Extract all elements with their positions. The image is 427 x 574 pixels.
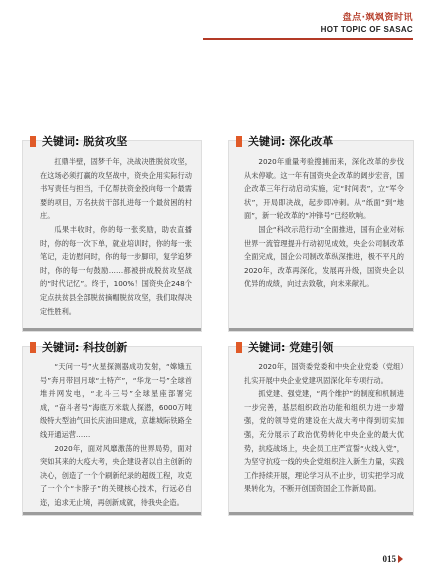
header-title-cn: 盘点·飒飒资时讯 (342, 13, 413, 23)
header-rule (203, 38, 413, 40)
page-number-text: 015 (382, 554, 396, 564)
keyword-heading-poverty (30, 133, 127, 149)
square-bullet-icon (236, 342, 242, 353)
square-bullet-icon (236, 136, 242, 147)
paragraph: 瓜果丰收时，你的每一张奖励，助农直播时，你的每一次下单，就业培训时，你的每一张笔记，走访慰问时，你的每一步脚印，复学追梦时，你的每一句鼓励……都被拼成脱贫攻坚战的“时代记忆”。终于，100%！国资央企248个定点扶贫县全部脱贫摘帽脱贫攻坚，我们取得决定性胜利。 (40, 224, 192, 316)
paragraph: “天问一号”火星探测器成功发射，“嫦娥五号”奔月带回月球“土特产”，“华龙一号”全球首堆并网发电，“北斗三号”全球星座部署完成，“奋斗者号”海底万米载人探潜，6000万吨级特大型油气田长庆油田建成，京雄城际铁路全线开通运营…… (40, 362, 192, 439)
paragraph: 2020年，国资委党委和中央企业党委（党组）扎实开展中央企业党建巩固深化年专项行动。 (244, 362, 404, 385)
section-body-poverty (40, 155, 192, 318)
section-body-innovation (40, 360, 192, 510)
paragraph: 2020年重量考验搜捕而来，深化改革的步伐从未停歇。这一年有国资央企改革的阔步宏音，国企改革三年行动启动实施，定“时间表”，立“军令状”，开局即决战，起步即冲刺。从“纸面”到“地面”，新一轮改革的“冲锋号”已经吹响。 (244, 157, 404, 221)
keyword-title: 关键词: 深化改革 (248, 135, 334, 148)
paragraph: 国企“科改示范行动”全面推进，国有企业对标世界一流管理提升行动初见成效，央企公司制改革全面完成，国企公司制改革纵深推进，极不平凡的2020年，改革再深化，发展再升级，国资央企以优异的成绩，向过去致敬，向未来献礼。 (244, 224, 404, 289)
paragraph: 抓党建、强党建，“两个维护”的制度和机制进一步完善，基层组织政治功能和组织力进一步增强，党的领导党的建设在大战大考中得到切实加强，充分展示了政治优势转化中央企业的最大优势，抗疫战场上，央企员工庄严宣誓“火线入党”，为坚守抗疫一线的央企党组织注入新生力量，实践工作持续开展，理论学习从不止步，切实把学习成果转化为，不断开创国资国企工作新局面。 (244, 389, 404, 494)
header-title-en: HOT TOPIC OF SASAC (320, 25, 413, 34)
section-body-reform (244, 155, 404, 291)
box-bottom-bar (229, 512, 413, 515)
square-bullet-icon (30, 136, 36, 147)
keyword-title: 关键词: 脱贫攻坚 (42, 135, 128, 148)
paragraph: 2020年，面对风靡激荡的世界局势，面对突如其来的大疫大考，央企建设者以自主创新的决心，创造了一个个刷新纪录的超级工程，攻克了一个个“卡脖子”的关键核心技术，行远必自迩，追求无止境，再创新成就，待我央企造。 (40, 443, 192, 507)
keyword-heading-reform (236, 133, 333, 149)
keyword-title: 关键词: 科技创新 (42, 341, 128, 354)
keyword-heading-innovation (30, 339, 127, 355)
section-body-party (244, 360, 404, 496)
box-bottom-bar (23, 512, 201, 515)
keyword-title: 关键词: 党建引领 (248, 341, 334, 354)
box-bottom-bar (23, 328, 201, 331)
triangle-marker-icon (398, 555, 403, 563)
box-bottom-bar (229, 328, 413, 331)
paragraph: 扛鼎半壁，固梦千年，决战决胜脱贫攻坚，在这场必须打赢的攻坚战中，资央企用实际行动书写责任与担当，千亿帮扶资金投向每一个最需要的项目，万名扶贫干部扎进每一个最贫困的村庄。 (40, 157, 192, 221)
page-number (383, 554, 404, 564)
keyword-heading-party (236, 339, 333, 355)
page-header (321, 10, 413, 34)
square-bullet-icon (30, 342, 36, 353)
